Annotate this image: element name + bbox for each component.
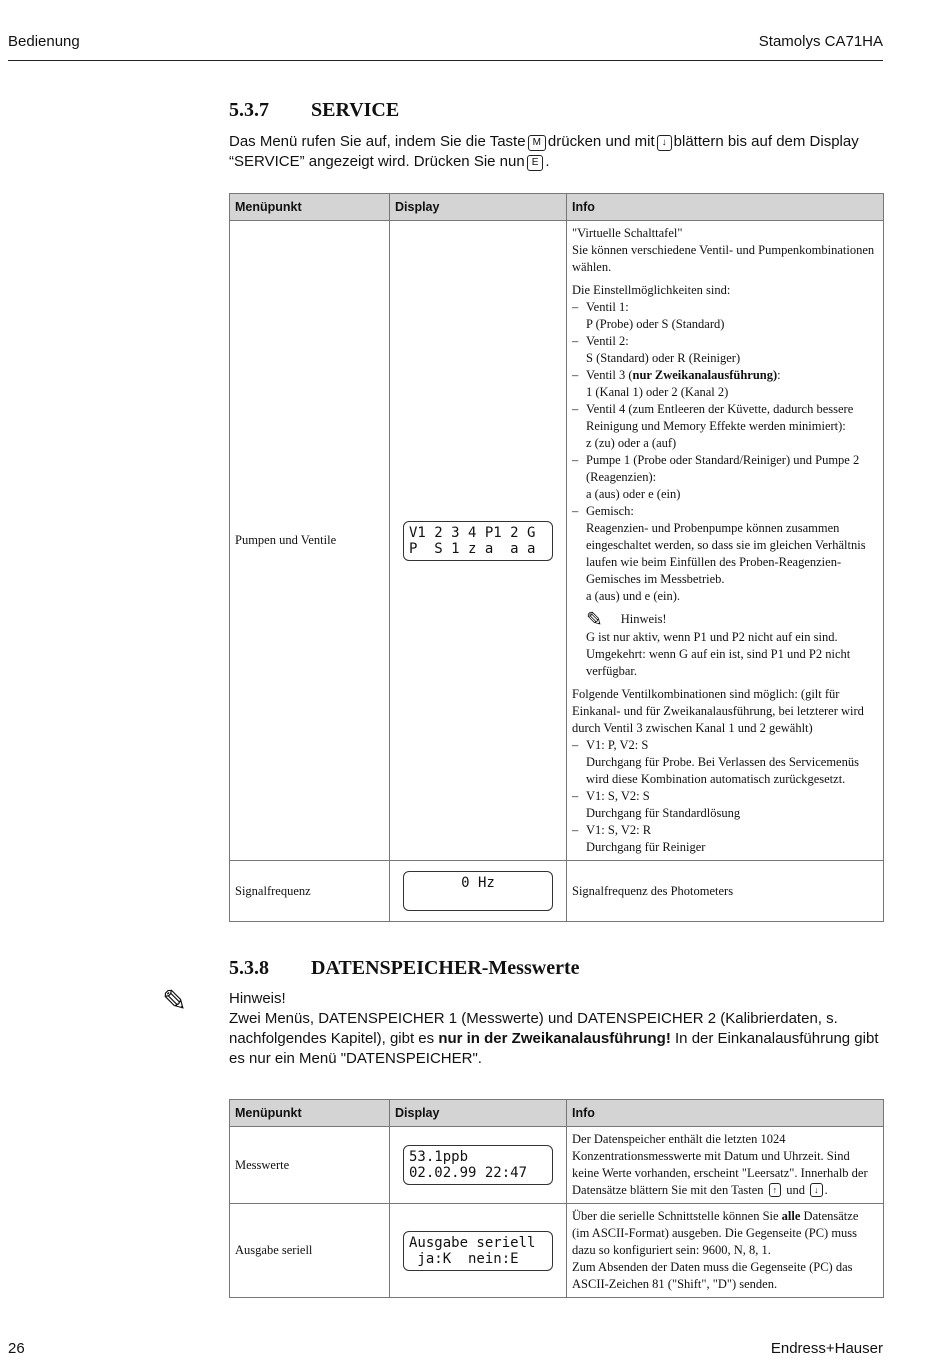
- info-text: "Virtuelle Schalttafel": [572, 226, 683, 240]
- key-down-icon: ↓: [810, 1183, 823, 1197]
- page-number: 26: [8, 1340, 25, 1357]
- col-header-menu: Menüpunkt: [230, 194, 390, 221]
- menu-cell: Messwerte: [230, 1127, 390, 1204]
- list-item: – Ventil 1: P (Probe) oder S (Standard): [572, 299, 878, 333]
- list-item: – Pumpe 1 (Probe oder Standard/Reiniger) und Pumpe 2 (Reagenzien): a (aus) oder e (ein): [572, 452, 878, 503]
- list-item: – Gemisch: Reagenzien- und Probenpumpe können zusammen eingeschaltet werden, so dass sie im gleichen Verhältnis laufen wie beim Einfüllen des Proben-Reagenzien-Gemisches im Messbetrieb. a (aus) und e (ein).: [572, 503, 878, 605]
- table-header-row: [230, 194, 884, 221]
- display-cell: [390, 1204, 567, 1298]
- col-header-info: Info: [567, 194, 884, 221]
- display-cell: [390, 861, 567, 922]
- section-title: DATENSPEICHER-Messwerte: [311, 957, 580, 979]
- options-list: [572, 299, 878, 605]
- key-e-icon: E: [527, 155, 544, 171]
- header-section-label: Bedienung: [8, 33, 80, 50]
- col-header-info: Info: [567, 1100, 884, 1127]
- lcd-line: ja:K nein:E: [409, 1250, 519, 1267]
- list-item: – V1: S, V2: S Durchgang für Standardlösung: [572, 788, 878, 822]
- lcd-line: V1 2 3 4 P1 2 G: [409, 524, 536, 541]
- info-text: Sie können verschiedene Ventil- und Pumpenkombinationen wählen.: [572, 243, 875, 274]
- combinations-list: [572, 737, 878, 856]
- pencil-icon: ✎: [586, 609, 603, 631]
- table-row: [230, 1127, 884, 1204]
- header-product-name: Stamolys CA71HA: [758, 33, 883, 50]
- key-up-icon: ↑: [769, 1183, 782, 1197]
- key-m-icon: M: [528, 135, 546, 151]
- footer-brand: Endress+Hauser: [770, 1340, 883, 1357]
- section-heading-datenspeicher: [229, 957, 580, 980]
- hint-title: Hinweis!: [620, 612, 667, 626]
- section-number: 5.3.7: [229, 99, 269, 121]
- info-text: Die Einstellmöglichkeiten sind:: [572, 283, 731, 297]
- menu-cell: Pumpen und Ventile: [230, 221, 390, 861]
- table-row: [230, 1204, 884, 1298]
- hint-text: Zwei Menüs, DATENSPEICHER 1 (Messwerte) und DATENSPEICHER 2 (Kalibrierdaten, s. nachfolgendes Kapitel), gibt es nur in der Zweikanalausführung! In der Einkanalausführung gibt es nur ein Menü "DATENSPEICHER".: [229, 1010, 879, 1067]
- display-cell: [390, 1127, 567, 1204]
- section-title: SERVICE: [311, 99, 400, 121]
- list-item: – Ventil 2: S (Standard) oder R (Reiniger): [572, 333, 878, 367]
- col-header-menu: Menüpunkt: [230, 1100, 390, 1127]
- table-row: [230, 861, 884, 922]
- section-number: 5.3.8: [229, 957, 269, 979]
- lcd-display: [403, 1231, 553, 1271]
- service-table: [229, 193, 884, 922]
- lcd-display: [403, 521, 553, 561]
- menu-cell: Ausgabe seriell: [230, 1204, 390, 1298]
- info-text: Folgende Ventilkombinationen sind möglich: (gilt für Einkanal- und für Zweikanalausführung, bei letzterer wird durch Ventil 3 zwischen Kanal 1 und 2 gewählt): [572, 687, 864, 735]
- hint-title: Hinweis!: [229, 990, 286, 1007]
- list-item: – V1: P, V2: S Durchgang für Probe. Bei Verlassen des Servicemenüs wird diese Kombination automatisch zurückgesetzt.: [572, 737, 878, 788]
- col-header-display: Display: [390, 194, 567, 221]
- lcd-line: 02.02.99 22:47: [409, 1165, 528, 1181]
- list-item: – Ventil 3 (nur Zweikanalausführung): 1 (Kanal 1) oder 2 (Kanal 2): [572, 367, 878, 401]
- service-intro: [229, 132, 884, 172]
- info-cell: [567, 221, 884, 861]
- info-cell: Über die serielle Schnittstelle können Sie alle Datensätze (im ASCII-Format) ausgeben. Die Gegenseite (PC) muss dazu so konfiguriert sein: 9600, N, 8, 1. Zum Absenden der Daten muss die Gegenseite (PC) das ASCII-Zeichen 81 ("Shift", "D") senden.: [567, 1204, 884, 1298]
- header-rule: [8, 60, 883, 61]
- lcd-line: Ausgabe seriell: [409, 1234, 536, 1251]
- lcd-line: P S 1 z a a a: [409, 540, 536, 557]
- hint-text: G ist nur aktiv, wenn P1 und P2 nicht auf ein sind. Umgekehrt: wenn G auf ein ist, sind P1 und P2 nicht verfügbar.: [586, 630, 851, 678]
- intro-text: .: [545, 153, 550, 170]
- intro-text: drücken und mit: [547, 133, 655, 150]
- section-heading-service: [229, 99, 399, 122]
- list-item: – Ventil 4 (zum Entleeren der Küvette, dadurch bessere Reinigung und Memory Effekte werden minimiert): z (zu) oder a (auf): [572, 401, 878, 452]
- display-cell: [390, 221, 567, 861]
- key-down-icon: ↓: [657, 135, 672, 151]
- intro-text: “SERVICE” angezeigt wird. Drücken Sie nun: [229, 153, 525, 170]
- menu-cell: Signalfrequenz: [230, 861, 390, 922]
- hint-note: [572, 611, 878, 680]
- table-row: [230, 221, 884, 861]
- info-cell: Der Datenspeicher enthält die letzten 1024 Konzentrationsmesswerte mit Datum und Uhrzeit. Sind keine Werte vorhanden, erscheint "Leersatz". Innerhalb der Datensätze blättern Sie mit den Tasten ↑ und ↓ .: [567, 1127, 884, 1204]
- datenspeicher-table: [229, 1099, 884, 1298]
- lcd-display: [403, 871, 553, 911]
- lcd-line: 53.1ppb: [409, 1149, 469, 1165]
- datenspeicher-hint: [229, 989, 884, 1069]
- col-header-display: Display: [390, 1100, 567, 1127]
- lcd-display: [403, 1145, 553, 1185]
- table-header-row: [230, 1100, 884, 1127]
- intro-text: blättern bis auf dem Display: [673, 133, 859, 150]
- intro-text: Das Menü rufen Sie auf, indem Sie die Taste: [229, 133, 526, 150]
- list-item: – V1: S, V2: R Durchgang für Reiniger: [572, 822, 878, 856]
- lcd-line: 0 Hz: [461, 875, 495, 891]
- info-cell: Signalfrequenz des Photometers: [567, 861, 884, 922]
- pencil-icon: ✎: [162, 985, 188, 1018]
